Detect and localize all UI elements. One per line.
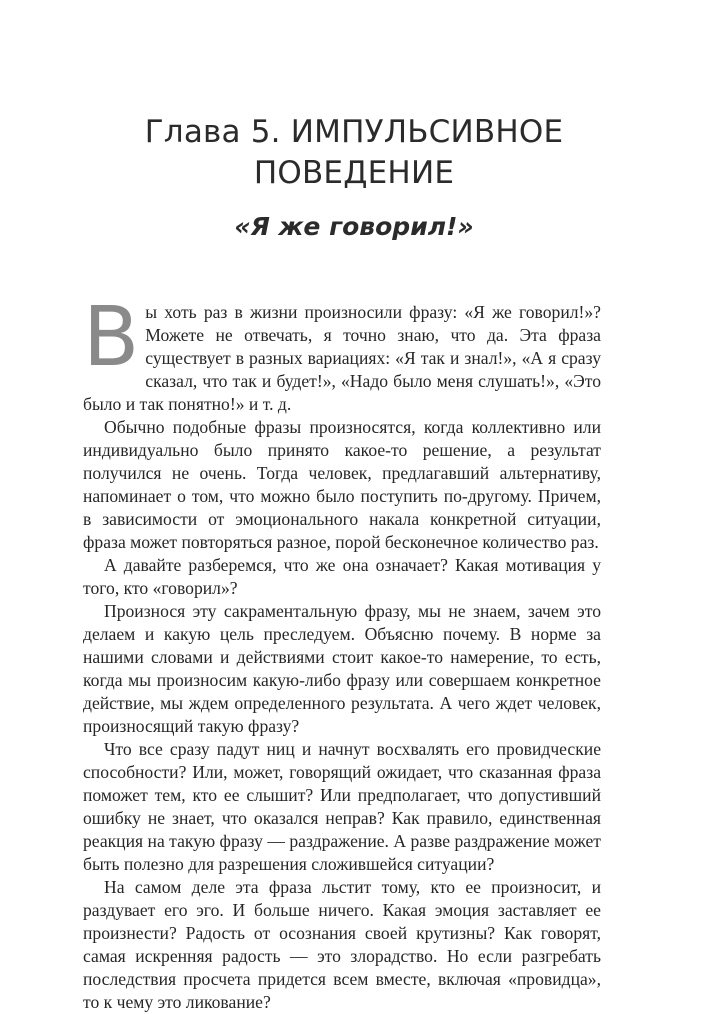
paragraph-1 <box>83 290 601 416</box>
body-text <box>83 290 601 1014</box>
section-title: «Я же говорил!» <box>234 212 474 241</box>
drop-cap: В <box>83 290 140 385</box>
paragraph-6: На самом деле эта фраза льстит тому, кто ее произносит, и раздувает его эго. И больше ничего. Какая эмоция заставляет ее произнести? Радость от осознания своей крутизны? Как говорят, самая искренняя радость — это злорадство. Но если разгребать последствия просчета придется всем вместе, включая «провидца», то к чему это ликование? <box>83 877 601 1012</box>
chapter-title-line-1: Глава 5. ИМПУЛЬСИВНОЕ <box>144 114 564 150</box>
chapter-title-line-2: ПОВЕДЕНИЕ <box>253 155 455 191</box>
paragraph-2: Обычно подобные фразы произносятся, когда коллективно или индивидуально было принято какое-то решение, а результат получился не очень. Тогда человек, предлагавший альтернативу, напоминает о том, что можно было поступить по-другому. Причем, в зависимости от эмоционального накала конкретной ситуации, фраза может повторяться разное, порой бесконечное количество раз. <box>83 417 601 552</box>
paragraph-4: Произнося эту сакраментальную фразу, мы не знаем, зачем это делаем и какую цель преследуем. Объясню почему. В норме за нашими словами и действиями стоит какое-то намерение, то есть, когда мы произносим какую-либо фразу или совершаем конкретное действие, мы ждем определенного результата. А чего ждет человек, произносящий такую фразу? <box>83 601 601 736</box>
chapter-title <box>90 112 618 194</box>
paragraph-3: А давайте разберемся, что же она означает? Какая мотивация у того, кто «говорил»? <box>83 555 601 598</box>
paragraph-1-text: ы хоть раз в жизни произносили фразу: «Я же говорил!»? Можете не отвечать, я точно знаю, что да. Эта фраза существует в разных вариациях: «Я так и знал!», «А я сразу сказал, что так и будет!», «Надо было меня слушать!», «Это было и так понятно!» и т. д. <box>83 302 601 414</box>
paragraph-5: Что все сразу падут ниц и начнут восхвалять его провидческие способности? Или, может, говорящий ожидает, что сказанная фраза поможет тем, кто ее слышит? Или предполагает, что допустивший ошибку не знает, что оказался неправ? Как правило, единственная реакция на такую фразу — раздражение. А разве раздражение может быть полезно для разрешения сложившейся ситуации? <box>83 739 601 874</box>
